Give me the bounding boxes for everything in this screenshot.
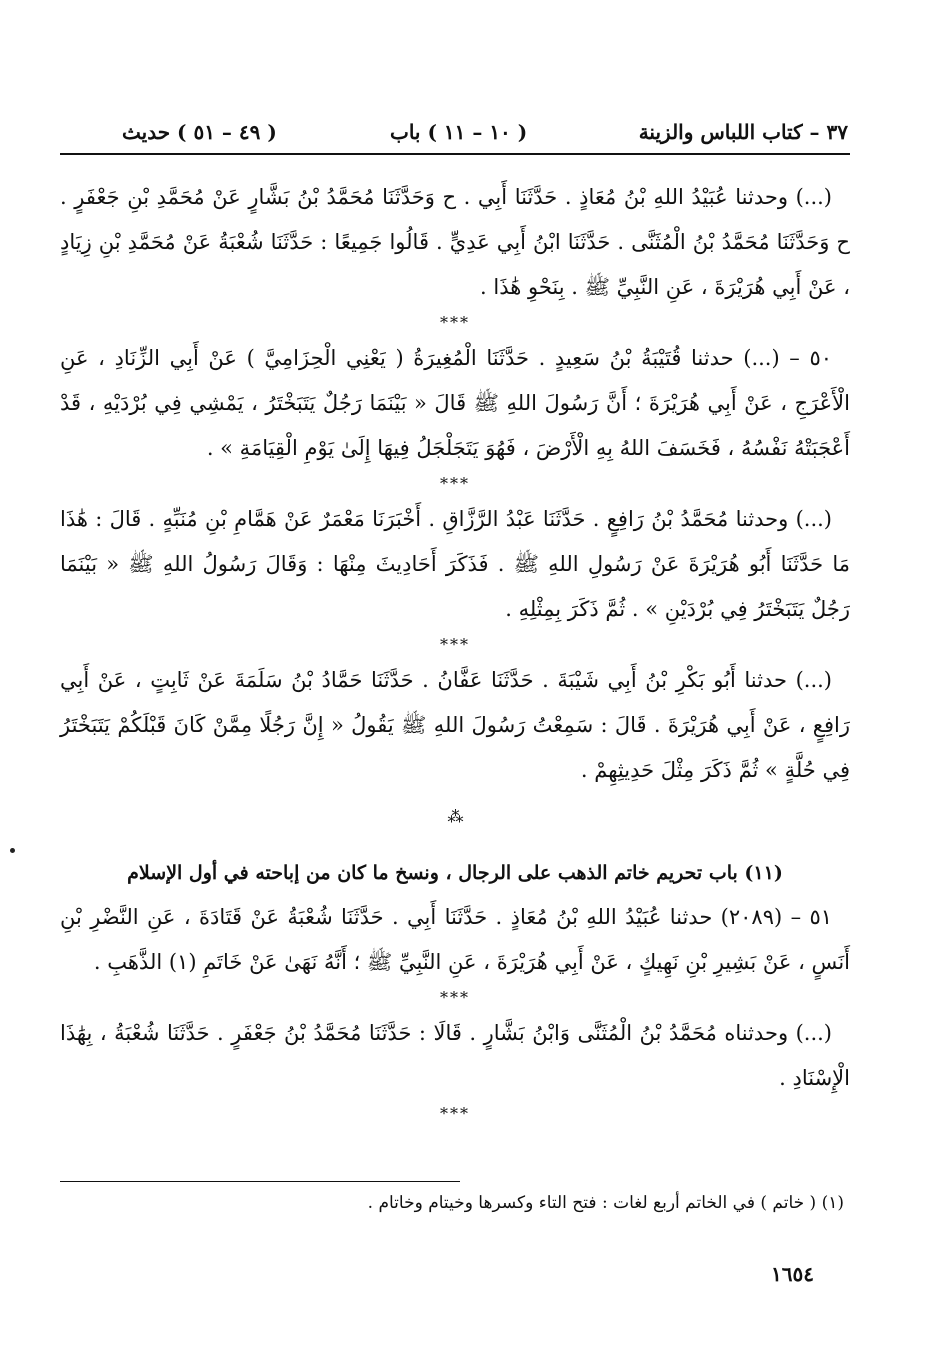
section-title: (١١) باب تحريم خاتم الذهب على الرجال ، ونسخ ما كان من إباحته في أول الإسلام (127, 862, 783, 884)
triangle-separator: ⁂ (447, 807, 463, 826)
star-separator-3: *** (440, 635, 470, 654)
star-separator-4: *** (440, 988, 470, 1007)
scan-speck (10, 848, 15, 853)
header-rule (60, 153, 850, 155)
header-section-range: ( ١٠ – ١١ ) باب (390, 120, 528, 144)
star-separator-5: *** (440, 1104, 470, 1123)
star-separator-2: *** (440, 474, 470, 493)
main-text (60, 175, 850, 1127)
hadith-paragraph-6: (...) وحدثناه مُحَمَّدُ بْنُ الْمُثَنَّى وَابْنُ بَشَّارٍ . قَالَا : حَدَّثَنَا مُحَمَّدُ بْنُ جَعْفَرٍ . حَدَّثَنَا شُعْبَةُ ، بِهَٰذَا الْإِسْنَادِ . (60, 1021, 850, 1090)
star-separator-1: *** (440, 313, 470, 332)
header-chapter: ٣٧ – كتاب اللباس والزينة (638, 120, 848, 144)
hadith-paragraph-1: (...) وحدثنا عُبَيْدُ اللهِ بْنُ مُعَاذٍ . حَدَّثَنَا أَبِي . ح وَحَدَّثَنَا مُحَمَّدُ بْنُ بَشَّارٍ عَنْ مُحَمَّدِ بْنِ جَعْفَرٍ . ح وَحَدَّثَنَا مُحَمَّدُ بْنُ الْمُثَنَّى . حَدَّثَنَا ابْنُ أَبِي عَدِيٍّ . قَالُوا جَمِيعًا : حَدَّثَنَا شُعْبَةُ عَنْ مُحَمَّدِ بْنِ زِيَادٍ ، عَنْ أَبِي هُرَيْرَةَ ، عَنِ النَّبِيِّ ﷺ . بِنَحْوِ هَٰذَا . (60, 185, 850, 299)
page-number: ١٦٥٤ (771, 1262, 814, 1286)
hadith-paragraph-5: ٥١ – (٢٠٨٩) حدثنا عُبَيْدُ اللهِ بْنُ مُعَاذٍ . حَدَّثَنَا أَبِي . حَدَّثَنَا شُعْبَةُ عَنْ قَتَادَةَ ، عَنِ النَّضْرِ بْنِ أَنَسٍ ، عَنْ بَشِيرِ بْنِ نَهِيكٍ ، عَنْ أَبِي هُرَيْرَةَ ، عَنِ النَّبِيِّ ﷺ ؛ أَنَّهُ نَهَىٰ عَنْ خَاتَمِ (١) الذَّهَبِ . (60, 905, 850, 974)
header-hadith-range: ( ٤٩ – ٥١ ) حديث (122, 120, 277, 144)
running-header (60, 116, 850, 152)
document-page (60, 0, 850, 1350)
footnote: (١) ( خاتم ) في الخاتم أربع لغات : فتح التاء وكسرها وخيتام وخاتام . (367, 1193, 844, 1213)
hadith-paragraph-3: (...) وحدثنا مُحَمَّدُ بْنُ رَافِعٍ . حَدَّثَنَا عَبْدُ الرَّزَّاقِ . أَخْبَرَنَا مَعْمَرٌ عَنْ هَمَّامِ بْنِ مُنَبِّهٍ . قَالَ : هَٰذَا مَا حَدَّثَنَا أَبُو هُرَيْرَةَ عَنْ رَسُولِ اللهِ ﷺ . فَذَكَرَ أَحَادِيثَ مِنْهَا : وَقَالَ رَسُولُ اللهِ ﷺ « بَيْنَمَا رَجُلٌ يَتَبَخْتَرُ فِي بُرْدَيْنِ » . ثُمَّ ذَكَرَ بِمِثْلِهِ . (60, 507, 850, 621)
hadith-paragraph-2: ٥٠ – (...) حدثنا قُتَيْبَةُ بْنُ سَعِيدٍ . حَدَّثَنَا الْمُغِيرَةُ ( يَعْنِي الْحِزَامِيَّ ) عَنْ أَبِي الزِّنَادِ ، عَنِ الْأَعْرَجِ ، عَنْ أَبِي هُرَيْرَةَ ؛ أَنَّ رَسُولَ اللهِ ﷺ قَالَ « بَيْنَمَا رَجُلٌ يَتَبَخْتَرُ ، يَمْشِي فِي بُرْدَيْهِ ، قَدْ أَعْجَبَتْهُ نَفْسُهُ ، فَخَسَفَ اللهُ بِهِ الْأَرْضَ ، فَهُوَ يَتَجَلْجَلُ فِيهَا إِلَىٰ يَوْمِ الْقِيَامَةِ » . (60, 346, 850, 460)
hadith-paragraph-4: (...) حدثنا أَبُو بَكْرِ بْنُ أَبِي شَيْبَةَ . حَدَّثَنَا عَفَّانُ . حَدَّثَنَا حَمَّادُ بْنُ سَلَمَةَ عَنْ ثَابِتٍ ، عَنْ أَبِي رَافِعٍ ، عَنْ أَبِي هُرَيْرَةَ . قَالَ : سَمِعْتُ رَسُولَ اللهِ ﷺ يَقُولُ « إِنَّ رَجُلًا مِمَّنْ كَانَ قَبْلَكُمْ يَتَبَخْتَرُ فِي حُلَّةٍ » ثُمَّ ذَكَرَ مِثْلَ حَدِيثِهِمْ . (60, 668, 850, 782)
footnote-rule (60, 1181, 460, 1182)
